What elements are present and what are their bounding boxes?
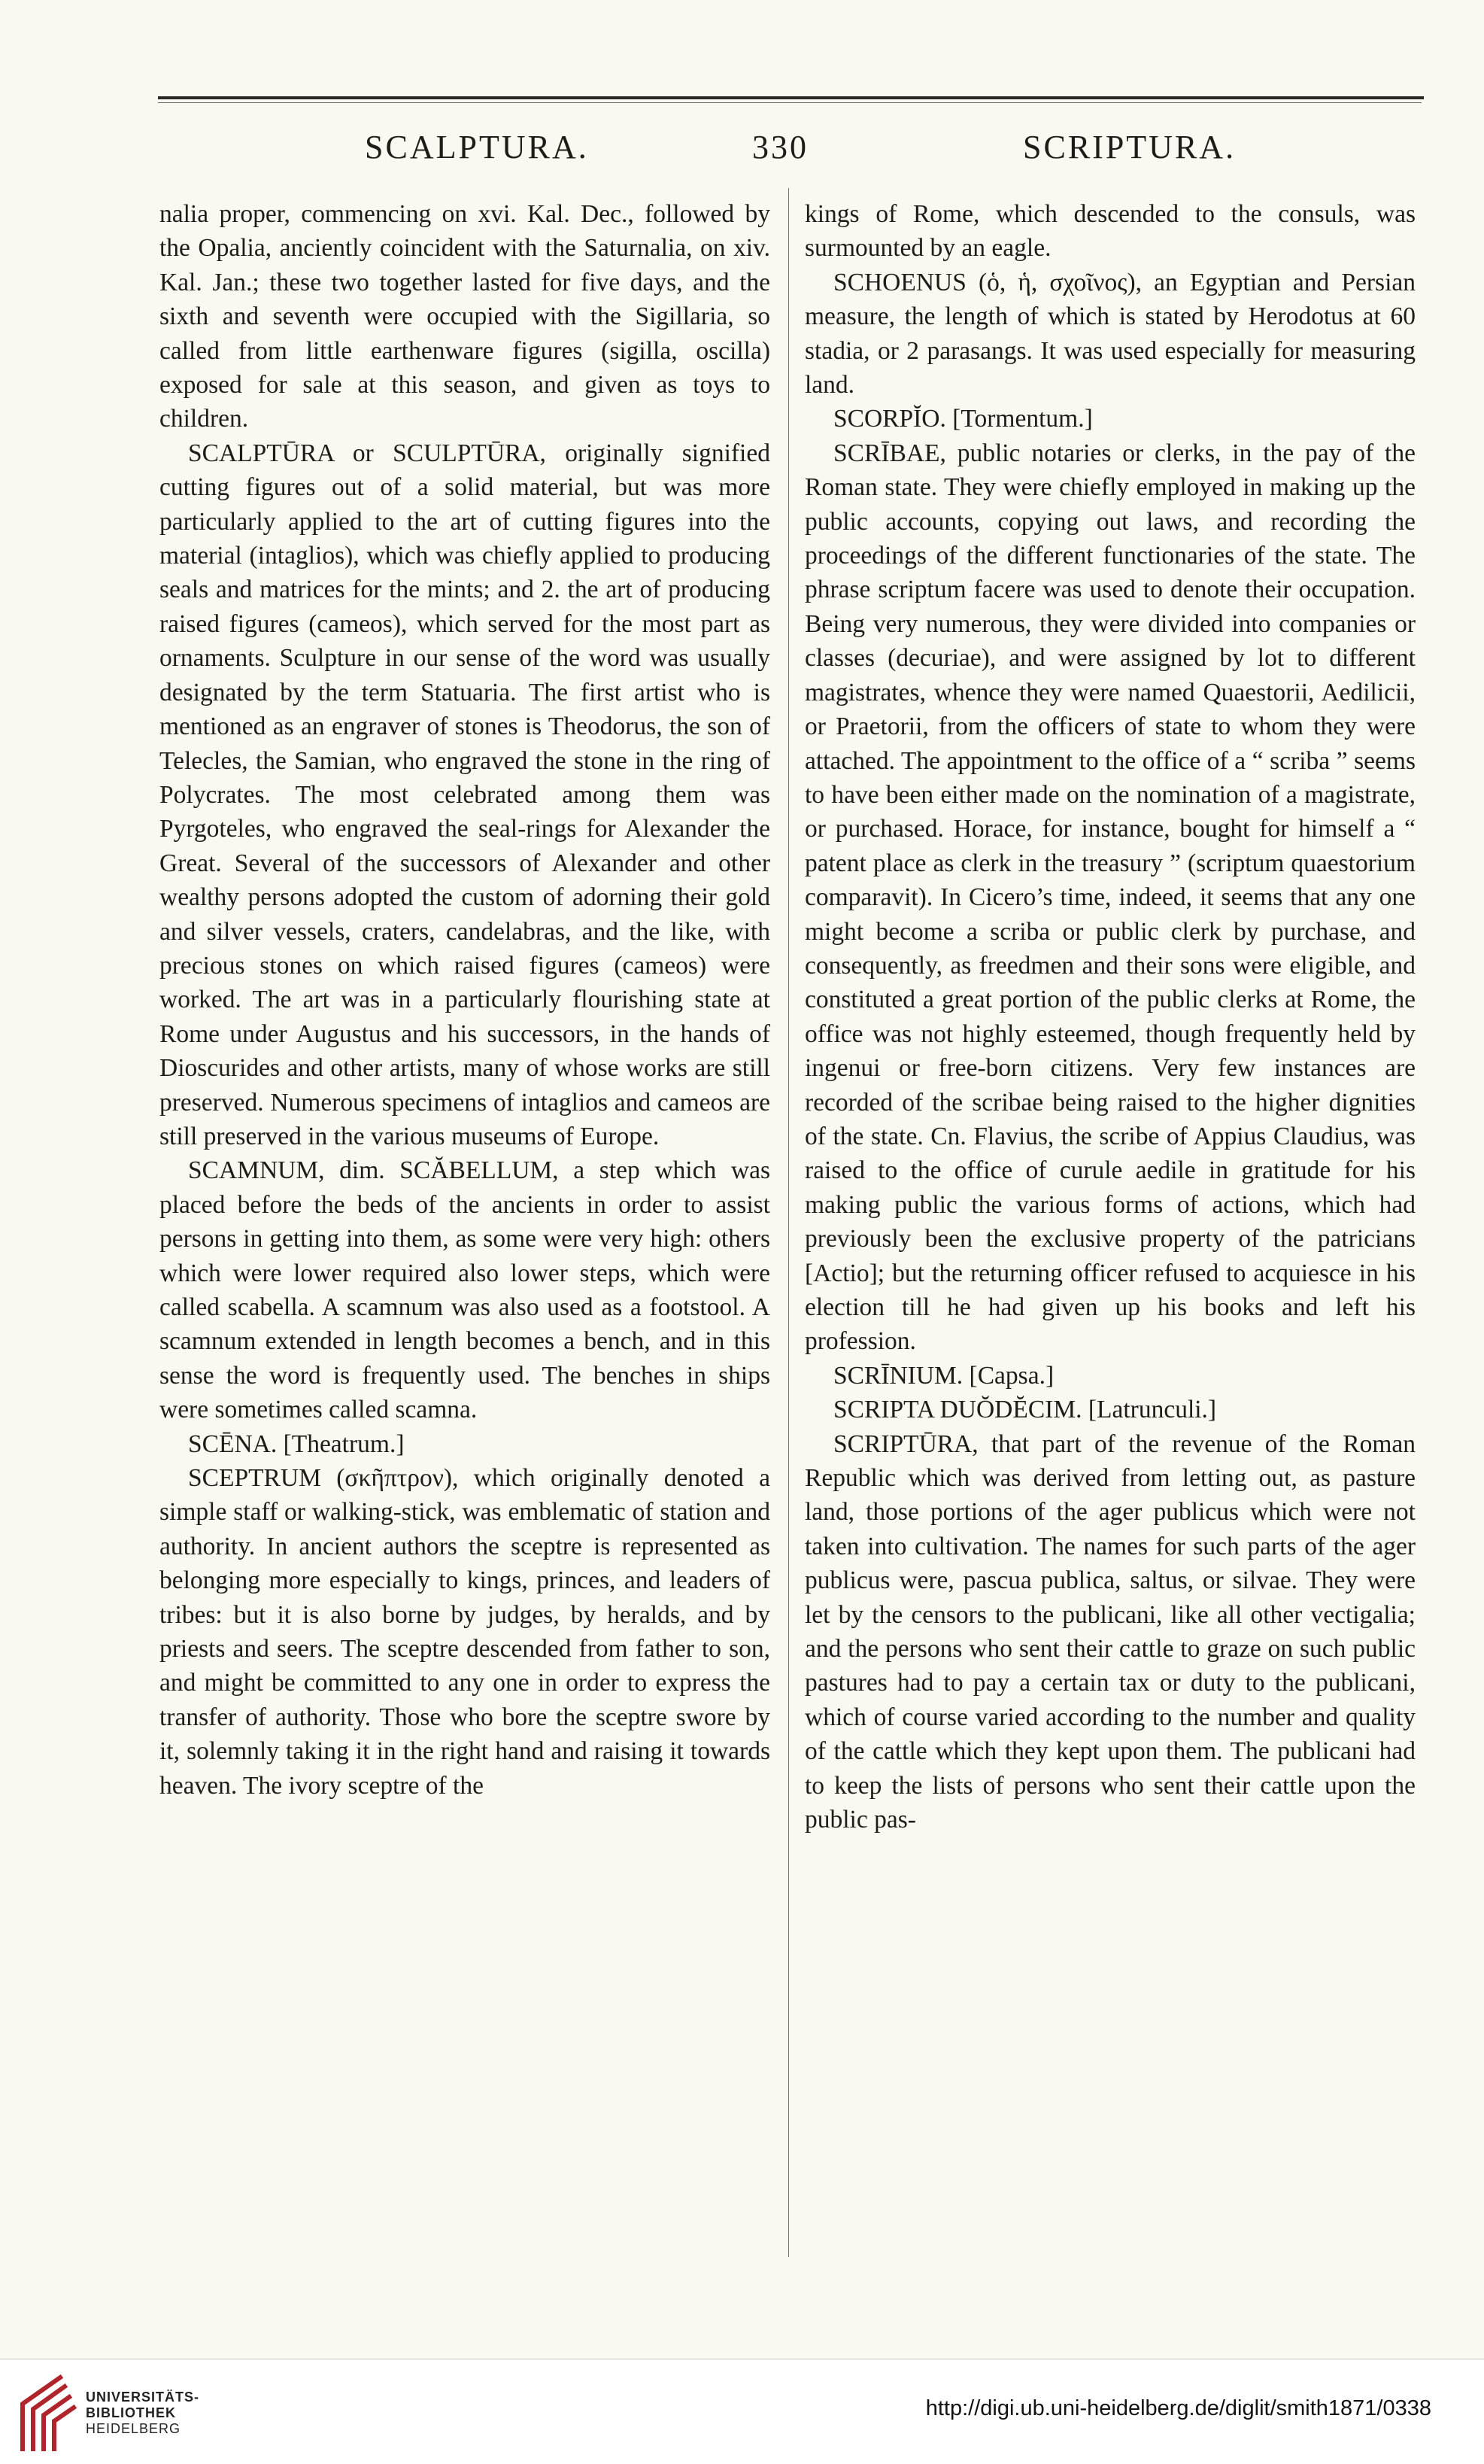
library-line-3: HEIDELBERG [86, 2421, 181, 2436]
running-header [158, 128, 1422, 176]
top-rule [158, 96, 1424, 99]
library-name [86, 2390, 199, 2437]
paragraph: nalia proper, commencing on xvi. Kal. Dec., followed by the Opalia, anciently coincident with the Saturnalia, on xiv. Kal. Jan.; these two together lasted for five days, and the sixth and seventh were occupied with the Sigillaria, so called from little earthenware figures (sigilla, oscilla) exposed for sale at this season, and given as toys to children. [159, 200, 770, 433]
top-rule-thin [158, 102, 1422, 103]
paragraph: SCĒNA. [Theatrum.] [188, 1429, 405, 1458]
column-divider [788, 188, 789, 2257]
library-line-2: BIBLIOTHEK [86, 2405, 176, 2420]
left-column [159, 197, 770, 1803]
paragraph: SCALPTŪRA or SCULPTŪRA, originally signified cutting figures out of a solid material, but was more particularly applied to the art of cutting figures into the material (intaglios), which was chiefly applied to producing seals and matrices for the mints; and 2. the art of producing raised figures (cameos), which served for the most part as ornaments. Sculpture in our sense of the word was usually designated by the term Statuaria. The first artist who is mentioned as an engraver of stones is Theodorus, the son of Telecles, the Samian, who engraved the stone in the ring of Polycrates. The most celebrated among them was Pyrgoteles, who engraved the seal-rings for Alexander the Great. Several of the successors of Alexander and other wealthy persons adopted the custom of adorning their gold and silver vessels, craters, candelabras, and the like, with precious stones on which raised figures (cameos) were worked. The art was in a particularly flourishing state at Rome under Augustus and his successors, in the hands of Dioscurides and other artists, many of whose works are still preserved. Numerous specimens of intaglios and cameos are still preserved in the various museums of Europe. [159, 439, 770, 1150]
header-right-word: SCRIPTURA. [1023, 129, 1237, 166]
paragraph: kings of Rome, which descended to the consuls, was surmounted by an eagle. [805, 200, 1416, 263]
permalink-url[interactable]: http://digi.ub.uni-heidelberg.de/diglit/smith1871/0338 [925, 2396, 1431, 2420]
paragraph: SCRĪNIUM. [Capsa.] [833, 1361, 1055, 1390]
paragraph: SCRIPTA DUŎDĔCIM. [Latrunculi.] [833, 1396, 1217, 1424]
paragraph: SCRIPTŪRA, that part of the revenue of the Roman Republic which was derived from letting out, as pasture land, those portions of the ager publicus which were not taken into cultivation. The names for such parts of the ager publicus were, pascua publica, saltus, or silvae. They were let by the censors to the publicani, like all other vectigalia; and the persons who sent their cattle to graze on such public pastures had to pay a certain tax or duty to the publicani, which of course varied according to the number and quality of the cattle which they kept upon them. The publicani had to keep the lists of persons who sent their cattle upon the public pas- [805, 1429, 1416, 1834]
paragraph: SCAMNUM, dim. SCĂBELLUM, a step which was placed before the beds of the ancients in order to assist persons in getting into them, as some were very high: others which were lower required also lower steps, which were called scabella. A scamnum was also used as a footstool. A scamnum extended in length becomes a bench, and in this sense the word is frequently used. The benches in ships were sometimes called scamna. [159, 1156, 770, 1424]
paragraph: SCRĪBAE, public notaries or clerks, in the pay of the Roman state. They were chiefly employed in making up the public accounts, copying out laws, and recording the proceedings of the different functionaries of the state. The phrase scriptum facere was used to denote their occupation. Being very numerous, they were divided into companies or classes (decuriae), and were assigned by lot to different magistrates, whence they were named Quaestorii, Aedilicii, or Praetorii, from the officers of state to whom they were attached. The appointment to the office of a “ scriba ” seems to have been either made on the nomination of a magistrate, or purchased. Horace, for instance, bought for himself a “ patent place as clerk in the treasury ” (scriptum quaestorium comparavit). In Cicero’s time, indeed, it seems that any one might become a scriba or public clerk by purchase, and consequently, as freedmen and their sons were eligible, and constituted a great portion of the public clerks at Rome, the office was not highly esteemed, though frequently held by ingenui or free-born citizens. Very few instances are recorded of the scribae being raised to the higher dignities of the state. Cn. Flavius, the scribe of Appius Claudius, was raised to the office of curule aedile in gratitude for his making public the various forms of actions, which had previously been the exclusive property of the patricians [Actio]; but the returning officer refused to acquiesce in his election till he had given up his books and left his profession. [805, 439, 1416, 1356]
library-line-1: UNIVERSITÄTS- [86, 2390, 200, 2405]
paragraph: SCORPĬO. [Tormentum.] [833, 405, 1093, 433]
paragraph: SCEPTRUM (σκῆπτρον), which originally denoted a simple staff or walking-stick, was emblematic of station and authority. In ancient authors the sceptre is represented as belonging more especially to kings, princes, and leaders of tribes: but it is also borne by judges, by heralds, and by priests and seers. The sceptre descended from father to son, and might be committed to any one in order to express the transfer of authority. Those who bore the sceptre swore by it, solemnly taking it in the right hand and raising it towards heaven. The ivory sceptre of the [159, 1464, 770, 1800]
ub-heidelberg-logo-icon [15, 2370, 90, 2456]
right-column [805, 197, 1416, 1837]
page-number: 330 [752, 129, 809, 166]
header-left-word: SCALPTURA. [365, 129, 589, 166]
paragraph: SCHOENUS (ὁ, ἡ, σχοῖνος), an Egyptian and Persian measure, the length of which is stated by Herodotus at 60 stadia, or 2 parasangs. It was used especially for measuring land. [805, 268, 1416, 400]
